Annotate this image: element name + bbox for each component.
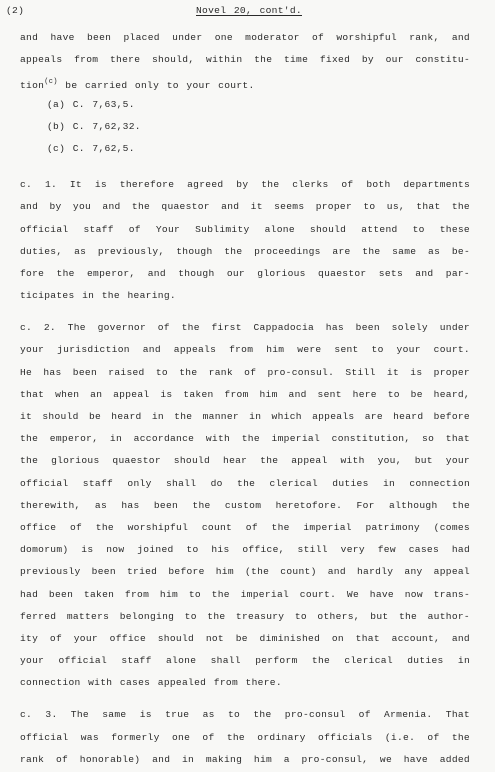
- paragraph-c1: [20, 174, 470, 307]
- text-fragment: be carried only to your court.: [57, 80, 255, 92]
- footnote-item: (a) C. 7,63,5.: [47, 98, 135, 110]
- text-line: c. 2. The governor of the first Cappadocia has been solely under: [20, 322, 470, 334]
- page-header: [6, 5, 489, 21]
- text-line: previously been tried before him (the count) and hardly any appeal: [20, 566, 470, 578]
- text-line: and have been placed under one moderator of worshipful rank, and: [20, 32, 470, 43]
- text-line: office of the worshipful count of the imperial patrimony (comes: [20, 521, 470, 533]
- text-line: your jurisdiction and appeals from him were sent to your court.: [20, 344, 470, 356]
- paragraph-c2: [20, 317, 470, 694]
- paragraph-c3: [20, 704, 470, 771]
- document-body: [20, 27, 470, 771]
- text-line: your official staff alone shall perform the clerical duties in: [20, 655, 470, 667]
- text-line: connection with cases appealed from there.: [20, 677, 282, 689]
- text-line: that when an appeal is taken from him and sent here to be heard,: [20, 388, 470, 400]
- text-line: official staff only shall do the clerical duties in connection: [20, 477, 470, 489]
- footnote-item: (b) C. 7,62,32.: [47, 120, 141, 132]
- footnote-item: (c) C. 7,62,5.: [47, 142, 135, 154]
- text-line: official was formerly one of the ordinary officials (i.e. of the: [20, 731, 470, 743]
- text-line: it should be heard in the manner in which appeals are heard before: [20, 411, 470, 422]
- text-line: duties, as previously, though the proceedings are the same as be-: [20, 245, 470, 257]
- text-line: ticipates in the hearing.: [20, 290, 176, 302]
- text-line: appeals from there should, within the time fixed by our constitu-: [20, 54, 470, 66]
- text-line: c. 1. It is therefore agreed by the clerks of both departments: [20, 179, 470, 191]
- text-fragment: tion: [20, 80, 45, 92]
- text-line: c. 3. The same is true as to the pro-consul of Armenia. That: [20, 709, 470, 721]
- text-line: the emperor, in accordance with the imperial constitution, so that: [20, 433, 470, 445]
- intro-paragraph: [20, 27, 470, 94]
- text-line: and by you and the quaestor and it seems proper to us, that the: [20, 201, 470, 213]
- page-title: Novel 20, cont'd.: [196, 5, 302, 16]
- text-line: ferred matters belonging to the treasury to others, but the author-: [20, 610, 470, 622]
- text-line: He has been raised to the rank of pro-consul. Still it is proper: [20, 366, 470, 378]
- text-line: fore the emperor, and though our glorious quaestor sets and par-: [20, 267, 470, 279]
- text-line: official staff of Your Sublimity alone should attend to these: [20, 223, 470, 235]
- text-line: rank of honorable) and in making him a pro-consul, we have added: [20, 753, 470, 765]
- footnote-marker: (c): [44, 78, 58, 87]
- text-line: ity of your office should not be diminished on that account, and: [20, 632, 470, 644]
- page-number: (2): [6, 5, 25, 16]
- text-line: the glorious quaestor should hear the appeal with you, but your: [20, 455, 470, 467]
- text-line: domorum) is now joined to his office, still very few cases had: [20, 544, 470, 556]
- text-line: had been taken from him to the imperial court. We have now trans-: [20, 588, 470, 600]
- text-line: [20, 71, 470, 93]
- footnote-list: [20, 94, 470, 161]
- text-line: therewith, as has been the custom heretofore. For although the: [20, 499, 470, 511]
